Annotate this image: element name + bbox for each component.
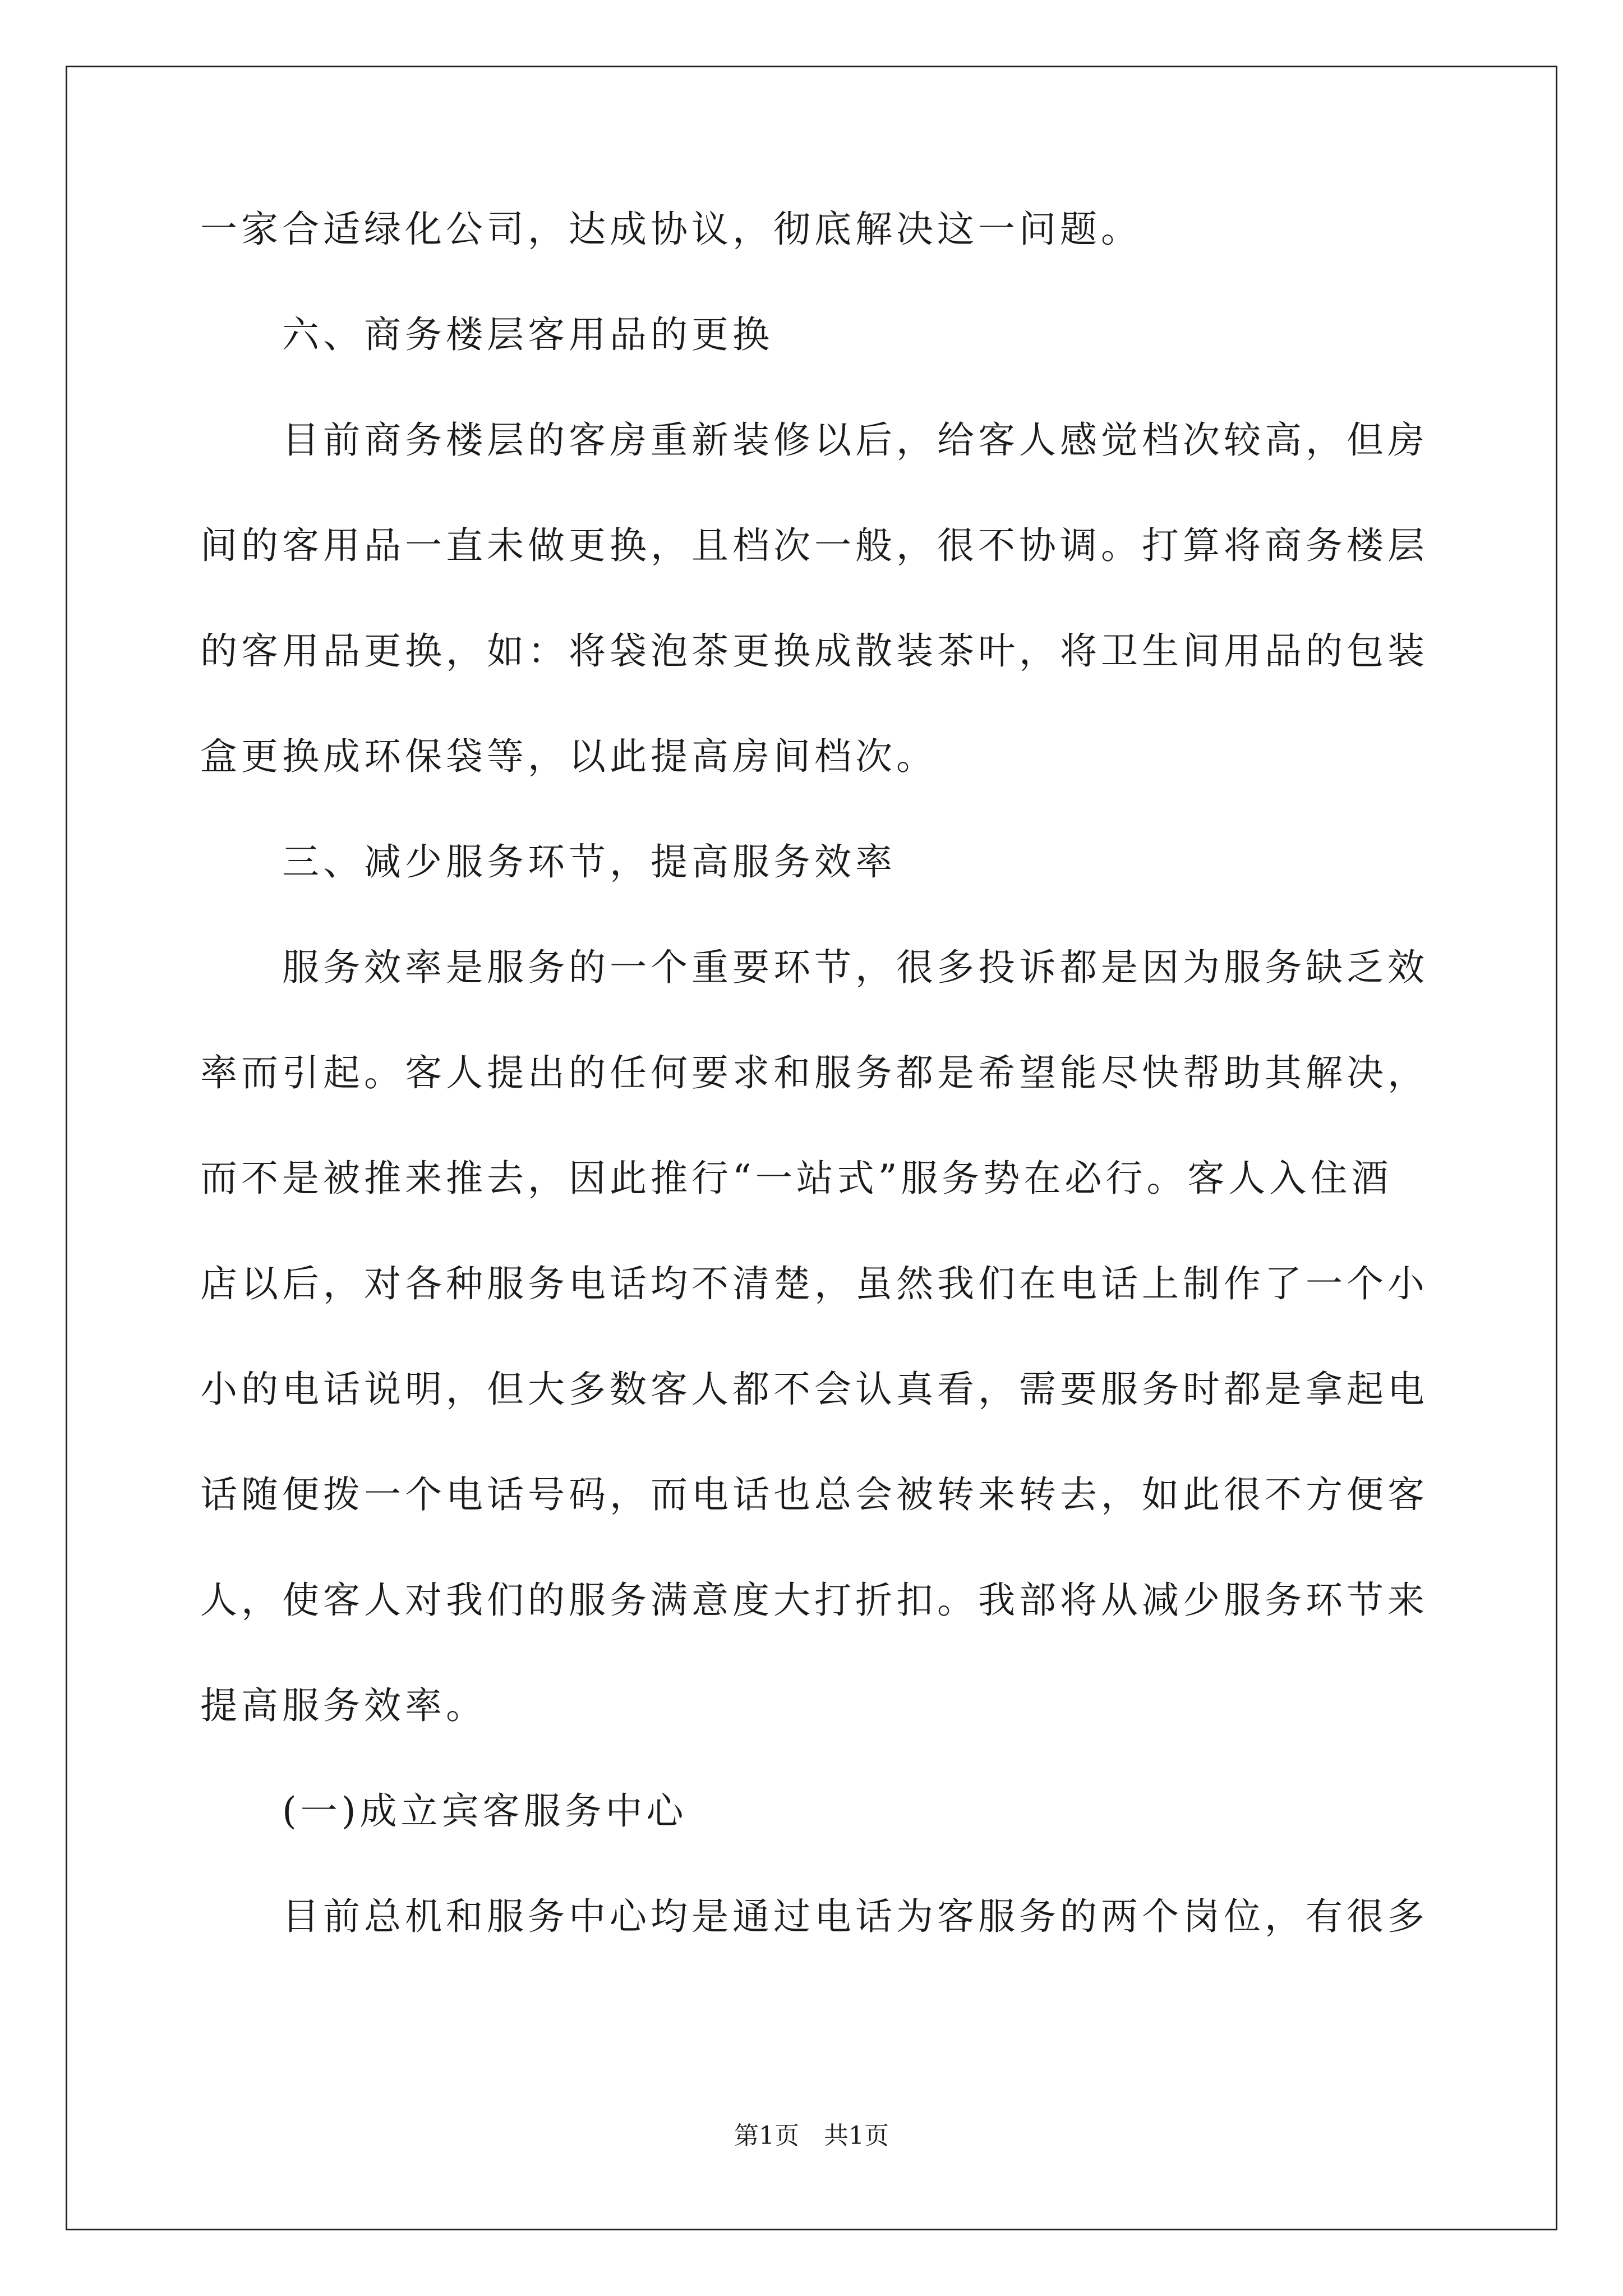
text-line: 一家合适绿化公司，达成协议，彻底解决这一问题。 <box>200 208 1142 251</box>
text-line: 服务效率是服务的一个重要环节，很多投诉都是因为服务缺乏效 <box>200 946 1428 989</box>
text-line: 目前商务楼层的客房重新装修以后，给客人感觉档次较高，但房 <box>200 418 1428 462</box>
text-line: 目前总机和服务中心均是通过电话为客服务的两个岗位，有很多 <box>200 1895 1428 1938</box>
text-line: 率而引起。客人提出的任何要求和服务都是希望能尽快帮助其解决， <box>200 1051 1428 1094</box>
text-line: 而不是被推来推去，因此推行“一站式”服务势在必行。客人入住酒 <box>200 1157 1393 1200</box>
section-heading: 三、减少服务环节，提高服务效率 <box>200 840 896 884</box>
text-line: 店以后，对各种服务电话均不清楚，虽然我们在电话上制作了一个小 <box>200 1262 1428 1305</box>
text-line: 人，使客人对我们的服务满意度大打折扣。我部将从减少服务环节来 <box>200 1579 1428 1622</box>
subsection-heading: (一)成立宾客服务中心 <box>200 1789 688 1833</box>
text-line: 小的电话说明，但大多数客人都不会认真看，需要服务时都是拿起电 <box>200 1368 1428 1411</box>
text-line: 的客用品更换，如：将袋泡茶更换成散装茶叶，将卫生间用品的包装 <box>200 629 1428 673</box>
text-line: 提高服务效率。 <box>200 1684 487 1727</box>
page-footer: 第1页 共1页 <box>734 2122 889 2150</box>
text-line: 话随便拨一个电话号码，而电话也总会被转来转去，如此很不方便客 <box>200 1473 1428 1516</box>
text-line: 盒更换成环保袋等，以此提高房间档次。 <box>200 735 937 778</box>
section-heading: 六、商务楼层客用品的更换 <box>200 313 773 356</box>
text-line: 间的客用品一直未做更换，且档次一般，很不协调。打算将商务楼层 <box>200 524 1428 567</box>
document-body <box>200 201 1428 1994</box>
